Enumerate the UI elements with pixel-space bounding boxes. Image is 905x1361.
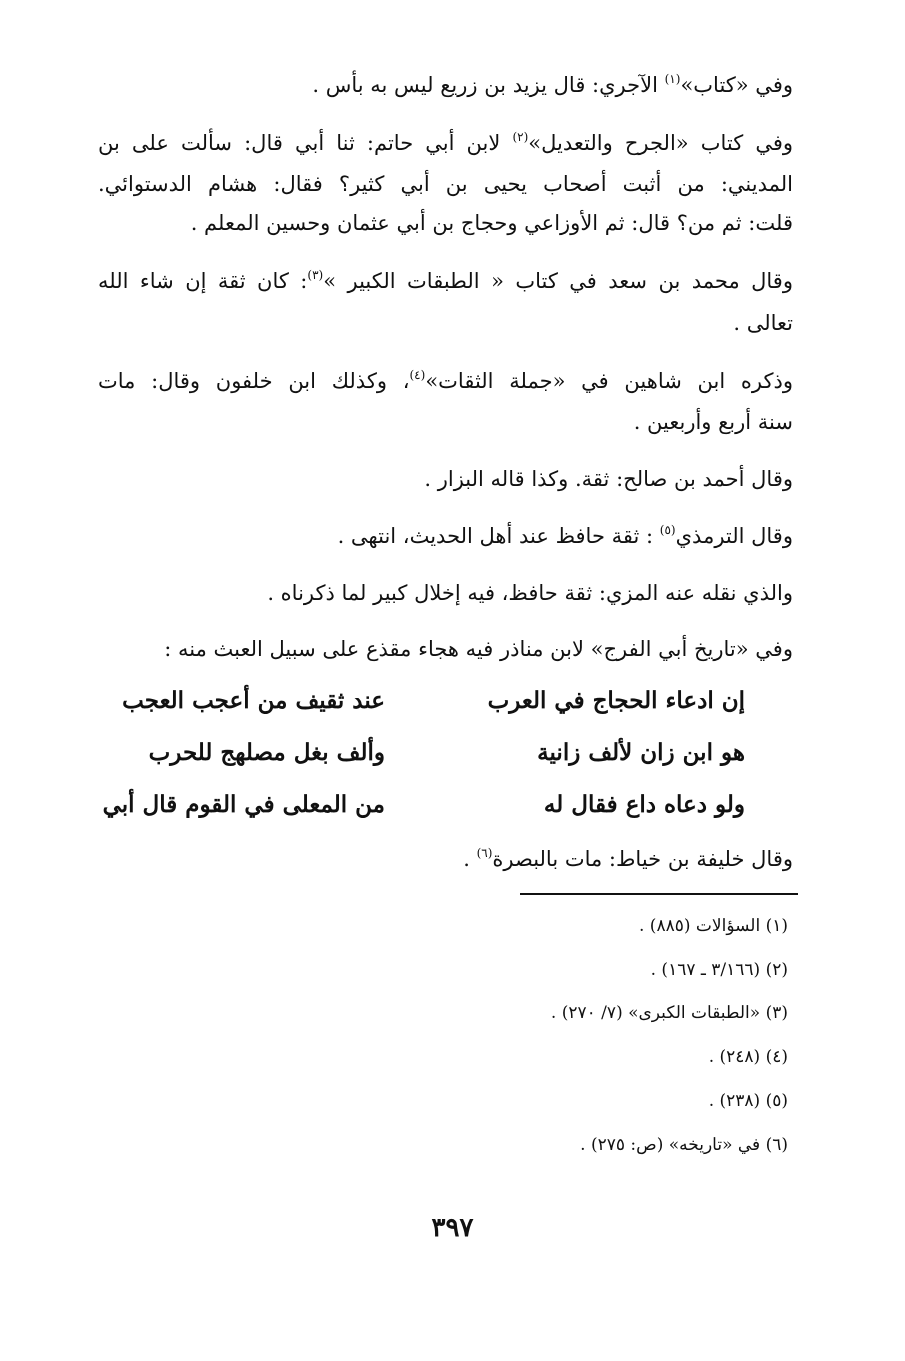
page-number: ٣٩٧ <box>431 1213 474 1243</box>
text-segment: لابن أبي حاتم: ثنا أبي قال: سألت على بن <box>98 131 513 155</box>
footnote-separator <box>520 893 798 895</box>
verse-2-second-hemistich: وألف بغل مصلهج للحرب <box>148 739 385 766</box>
text-segment: وذكره ابن شاهين في «جملة الثقات» <box>425 369 793 393</box>
footnote-1: (١) السؤالات (٨٨٥) . <box>639 916 788 936</box>
paragraph-ibn-saad-line-2: تعالى . <box>733 311 793 335</box>
text-segment: وقال الترمذي <box>675 524 793 548</box>
verse-1-second-hemistich: عند ثقيف من أعجب العجب <box>122 687 385 714</box>
text-segment: : كان ثقة إن شاء الله <box>98 269 308 293</box>
text-segment: وفي كتاب «الجرح والتعديل» <box>528 131 793 155</box>
footnote-6: (٦) في «تاريخه» (ص: ٢٧٥) . <box>580 1135 788 1155</box>
text-segment: . <box>463 847 477 871</box>
footnote-2: (٢) (٣/١٦٦ ـ ١٦٧) . <box>650 960 788 980</box>
footnote-3: (٣) «الطبقات الكبرى» (٧/ ٢٧٠) . <box>550 1003 788 1023</box>
verse-1-first-hemistich: إن ادعاء الحجاج في العرب <box>487 687 745 714</box>
footnote-ref-1: (١) <box>664 72 681 86</box>
paragraph-ibn-saad-line-1 <box>98 266 793 296</box>
footnote-ref-3: (٣) <box>307 268 324 282</box>
footnote-5: (٥) (٢٣٨) . <box>708 1091 788 1111</box>
footnote-4: (٤) (٢٤٨) . <box>708 1047 788 1067</box>
paragraph-ibn-shahin-line-1 <box>98 366 793 396</box>
paragraph-kitab-ajurri <box>312 70 793 100</box>
footnote-ref-6: (٦) <box>476 846 493 860</box>
paragraph-jarh-line-1 <box>98 128 793 158</box>
paragraph-jarh-line-2: المديني: من أثبت أصحاب يحيى بن أبي كثير؟ فقال: هشام الدستوائي. <box>98 172 793 196</box>
text-segment: : ثقة حافظ عند أهل الحديث، انتهى . <box>337 524 660 548</box>
paragraph-ibn-shahin-line-2: سنة أربع وأربعين . <box>633 410 793 434</box>
text-segment: الآجري: قال يزيد بن زريع ليس به بأس . <box>312 73 665 97</box>
verse-3-second-hemistich: من المعلى في القوم قال أبي <box>102 791 385 818</box>
footnote-ref-2: (٢) <box>512 130 529 144</box>
verse-3-first-hemistich: ولو دعاه داع فقال له <box>543 791 745 818</box>
paragraph-tirmidhi <box>338 521 793 551</box>
footnote-ref-5: (٥) <box>659 523 676 537</box>
paragraph-abu-al-faraj: وفي «تاريخ أبي الفرج» لابن مناذر فيه هجاء مقذع على سبيل العبث منه : <box>164 637 793 661</box>
footnote-ref-4: (٤) <box>409 368 426 382</box>
text-segment: ، وكذلك ابن خلفون وقال: مات <box>98 369 410 393</box>
text-segment: وقال خليفة بن خياط: مات بالبصرة <box>492 847 793 871</box>
text-segment: وفي «كتاب» <box>680 73 793 97</box>
paragraph-mizzi: والذي نقله عنه المزي: ثقة حافظ، فيه إخلال كبير لما ذكرناه . <box>267 581 793 605</box>
verse-2-first-hemistich: هو ابن زان لألف زانية <box>537 739 745 766</box>
paragraph-ahmad-bin-salih: وقال أحمد بن صالح: ثقة. وكذا قاله البزار . <box>424 467 793 491</box>
paragraph-jarh-line-3: قلت: ثم من؟ قال: ثم الأوزاعي وحجاج بن أبي عثمان وحسين المعلم . <box>190 211 793 235</box>
text-segment: وقال محمد بن سعد في كتاب « الطبقات الكبير » <box>323 269 793 293</box>
paragraph-khalifa <box>463 844 793 874</box>
